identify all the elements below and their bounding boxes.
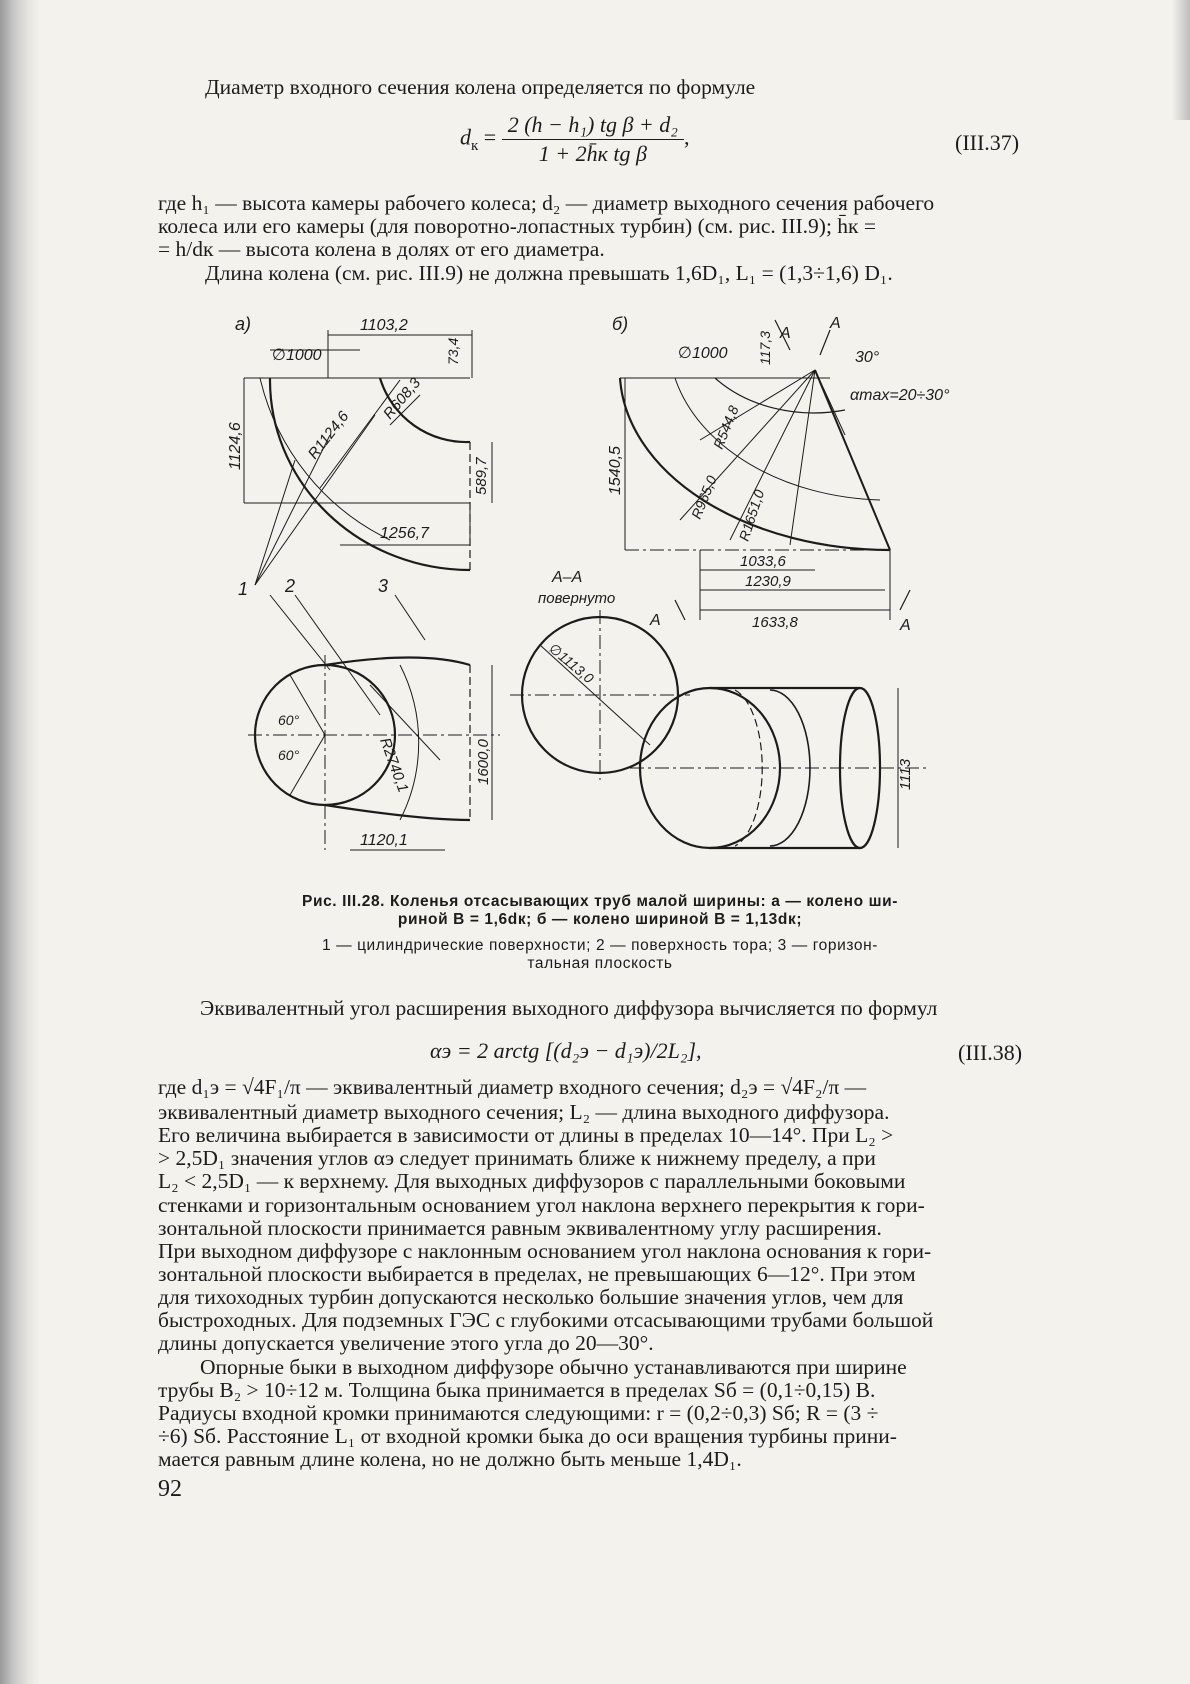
body-line-11: быстроходных. Для подземных ГЭС с глубокими отсасывающими трубами большой [158,1308,934,1332]
body2-line-3: Радиусы входной кромки принимаются следующими: r = (0,2÷0,3) Sб; R = (3 ÷ [158,1401,879,1425]
body-line-6: стенками и горизонтальным основанием угол наклона верхнего перекрытия к гори- [158,1193,925,1217]
dim-b-1: 117,3 [757,331,773,365]
equiv-paragraph: Эквивалентный угол расширения выходного диффузора вычисляется по формул [200,996,938,1020]
dim-b-11: ∅1113,0 [546,640,597,687]
body-line-10: для тихоходных турбин допускаются несколько большие значения углов, чем для [158,1285,904,1309]
callout-3: 3 [378,576,389,596]
equation-number-37: (III.37) [955,130,1020,155]
callout-1: 1 [238,579,249,599]
callout-2: 2 [285,576,296,596]
dim-a-2: 73,4 [445,337,461,365]
dim-b-7: R1651,0 [735,487,768,543]
section-note: повернуто [538,590,616,607]
dim-a-8: R2740,1 [376,735,412,795]
dim-a-5: R608,3 [380,374,425,423]
formula-III-38: αэ = 2 arctg [(d₂э − d₁э)/2L₂], [430,1038,702,1063]
caption-legend-2: тальная плоскость [527,955,673,972]
dim-b-3: αmax=20÷30° [850,387,950,404]
label-b: б) [612,314,629,334]
dim-a-9: 1600,0 [475,739,492,785]
formula-numerator: 2 (h − h₁) tg β + d₂ [502,112,684,140]
equation-number-38: (III.38) [958,1040,1023,1065]
section-mark-1: А [830,315,841,332]
body-line-8: При выходном диффузоре с наклонным основанием угол наклона основания к гори- [158,1239,932,1263]
length-paragraph: Длина колена (см. рис. III.9) не должна превышать 1,6D₁, L₁ = (1,3÷1,6) D₁. [205,261,893,285]
where-37-line-3: = h/dк — высота колена в долях от его диаметра. [158,237,605,261]
caption-title-2: риной B = 1,6dк; б — колено шириной B = 1,13dк; [397,911,803,928]
body2-line-2: трубы B₂ > 10÷12 м. Толщина быка принимается в пределах Sб = (0,1÷0,15) B. [158,1378,876,1402]
body2-line-5: мается равным длине колена, но не должно быть меньше 1,4D₁. [158,1447,742,1471]
body-line-12: длины допускается увеличение этого угла до 20—30°. [158,1331,654,1355]
book-binding-shadow [0,0,40,1684]
angle-a-1: 60° [278,747,300,763]
dim-a-4: R1124,6 [304,408,353,463]
body-line-9: зонтальной плоскости выбирается в пределах, не превышающих 6—12°. При этом [158,1262,916,1286]
dim-b-10: 1633,8 [752,614,798,631]
page-corner-shadow [1172,0,1190,120]
body2-line-4: ÷6) Sб. Расстояние L₁ от входной кромки быка до оси вращения турбины прини- [158,1424,897,1448]
where-37-line-1: где h₁ — высота камеры рабочего колеса; d₂ — диаметр выходного сечения рабочего [158,191,935,215]
section-mark-2: А [650,612,661,629]
figure-III-28 [227,314,1030,880]
caption-legend-1: 1 — цилиндрические поверхности; 2 — поверхность тора; 3 — горизон- [321,937,879,954]
dim-b-2: 30° [855,349,880,366]
body-line-5: L₂ < 2,5D₁ — к верхнему. Для выходных диффузоров с параллельными боковыми [158,1169,906,1193]
dim-a-7: 1256,7 [380,525,429,542]
caption-title-1: Рис. III.28. Коленья отсасывающих труб малой ширины: а — колено ши- [302,893,898,910]
dim-b-12: 1113 [897,758,914,790]
dim-b-8: 1033,6 [740,553,786,570]
dim-b-9: 1230,9 [745,573,791,590]
formula-denominator: 1 + 2h̄к tg β [538,141,647,166]
dim-b-4: R544,8 [709,403,742,452]
formula-lhs-subscript: к [471,137,479,154]
section-label: А–А [552,569,583,586]
body-line-3: Его величина выбирается в зависимости от длины в пределах 10—14°. При L₂ > [158,1123,894,1147]
dim-a-3: 1124,6 [227,422,244,470]
body2-line-1: Опорные быки в выходном диффузоре обычно устанавливаются при ширине [200,1355,907,1379]
body-line-1: где d₁э = √4F₁/π — эквивалентный диаметр входного сечения; d₂э = √4F₂/π — [158,1075,867,1099]
dim-a-10: 1120,1 [360,832,408,849]
formula-lhs: d [460,124,471,150]
body-line-7: зонтальной плоскости принимается равным эквивалентному углу расширения. [158,1216,882,1240]
section-mark-0: А [780,325,791,342]
angle-a-0: 60° [278,712,300,728]
body-line-4: > 2,5D₁ значения углов αэ следует принимать ближе к нижнему пределу, а при [158,1146,876,1170]
page-number: 92 [158,1476,182,1502]
formula-III-37: $d_к$ = $\frac{\text{2 (h − h₁) tg β + d₂}}{\text{1 + 2h̄к tg β}}$ , [460,112,690,166]
where-37-line-2: колеса или его камеры (для поворотно-лопастных турбин) (см. рис. III.9); h̄к = [158,214,876,238]
label-a: а) [235,314,252,334]
intro-paragraph: Диаметр входного сечения колена определяется по формуле [205,75,756,99]
dim-a-0: ∅1000 [272,347,322,364]
section-mark-3: А [900,617,911,634]
dim-b-6: R965,0 [687,473,720,522]
body-line-2: эквивалентный диаметр выходного сечения; L₂ — длина выходного диффузора. [158,1100,890,1124]
dim-b-0: ∅1000 [678,345,728,362]
dim-a-6: 589,7 [473,457,490,495]
formula-fraction [502,112,684,167]
dim-b-5: 1540,5 [607,446,624,495]
elbow-drawing [227,314,1030,880]
dim-a-1: 1103,2 [360,317,408,334]
